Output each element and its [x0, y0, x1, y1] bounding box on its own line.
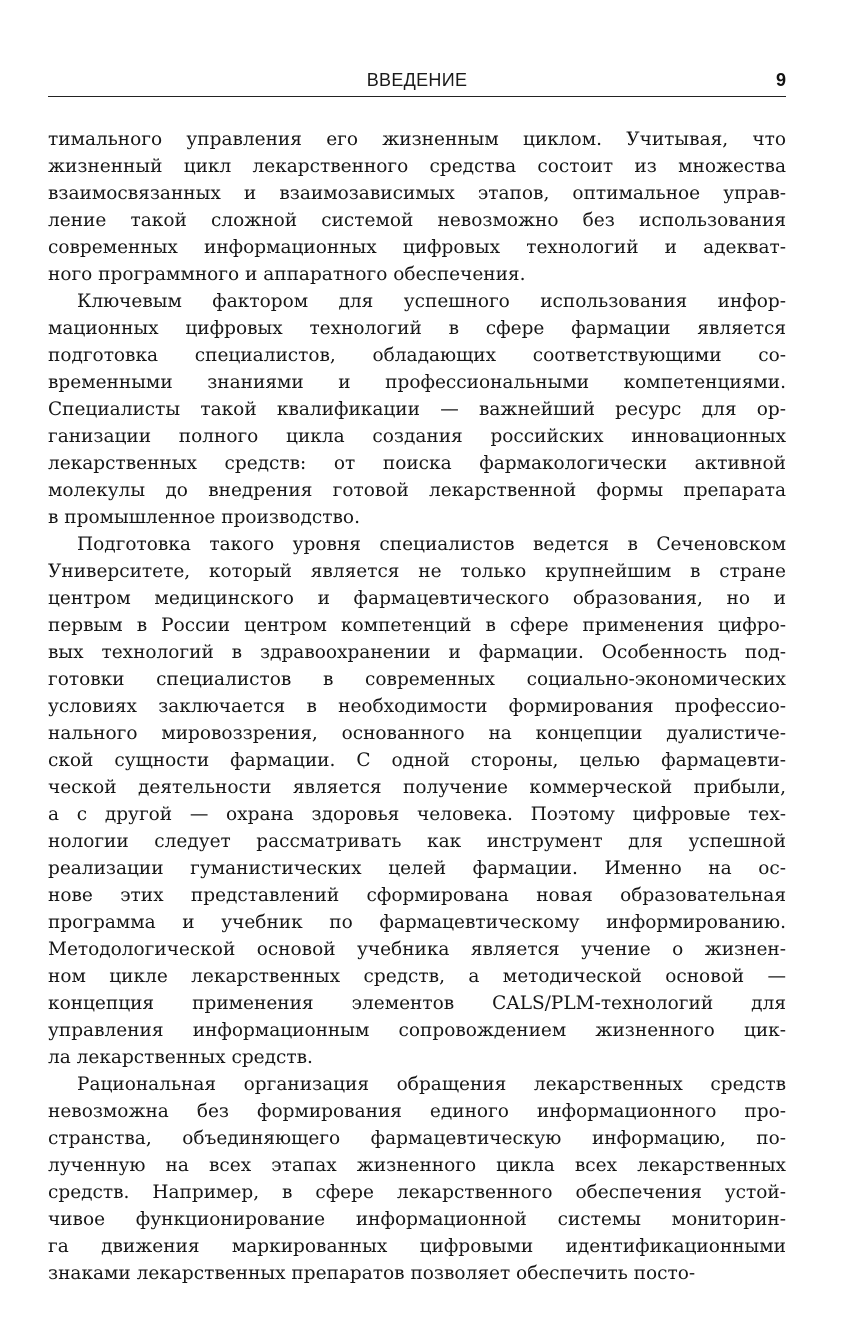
text-line: условиях заключается в необходимости формирования профессио-: [48, 696, 786, 717]
text-line: странства, объединяющего фармацевтическую информацию, по-: [48, 1128, 786, 1149]
text-line: первым в России центром компетенций в сфере применения цифро-: [48, 615, 786, 636]
paragraph: [48, 126, 786, 288]
text-line: взаимосвязанных и взаимозависимых этапов, оптимальное управ-: [48, 183, 786, 204]
text-line: ном цикле лекарственных средств, а методической основой —: [48, 966, 786, 987]
text-line: современных информационных цифровых технологий и адекват-: [48, 237, 786, 258]
text-line: ческой деятельности является получение коммерческой прибыли,: [48, 777, 786, 798]
text-line: лученную на всех этапах жизненного цикла всех лекарственных: [48, 1155, 786, 1176]
text-line: Рациональная организация обращения лекарственных средств: [77, 1074, 786, 1095]
text-line: нального мировоззрения, основанного на концепции дуалистиче-: [48, 723, 786, 744]
text-line: Ключевым фактором для успешного использования инфор-: [77, 291, 786, 312]
paragraph: [48, 531, 786, 1071]
text-line: в промышленное производство.: [48, 507, 360, 528]
running-header: [48, 70, 786, 97]
text-line: ганизации полного цикла создания российских инновационных: [48, 426, 786, 447]
text-line: управления информационным сопровождением жизненного цик-: [48, 1020, 786, 1041]
text-line: вых технологий в здравоохранении и фармации. Особенность под-: [48, 642, 786, 663]
text-line: средств. Например, в сфере лекарственного обеспечения устой-: [48, 1182, 786, 1203]
text-line: Университете, который является не только крупнейшим в стране: [48, 561, 786, 582]
text-line: молекулы до внедрения готовой лекарственной формы препарата: [48, 480, 786, 501]
text-line: ление такой сложной системой невозможно без использования: [48, 210, 786, 231]
text-line: чивое функционирование информационной системы мониторин-: [48, 1209, 786, 1230]
text-line: жизненный цикл лекарственного средства состоит из множества: [48, 156, 786, 177]
text-line: реализации гуманистических целей фармации. Именно на ос-: [48, 858, 786, 879]
text-line: временными знаниями и профессиональными компетенциями.: [48, 372, 786, 393]
text-line: ного программного и аппаратного обеспечения.: [48, 264, 526, 285]
text-line: а с другой — охрана здоровья человека. Поэтому цифровые тех-: [48, 804, 786, 825]
text-line: Методологической основой учебника является учение о жизнен-: [48, 939, 786, 960]
chapter-title: ВВЕДЕНИЕ: [366, 70, 468, 90]
text-line: Специалисты такой квалификации — важнейший ресурс для ор-: [48, 399, 786, 420]
body-text: [48, 126, 786, 1287]
paragraph: [48, 288, 786, 531]
text-line: га движения маркированных цифровыми идентификационными: [48, 1236, 786, 1257]
text-line: нове этих представлений сформирована новая образовательная: [48, 885, 786, 906]
text-line: знаками лекарственных препаратов позволяет обеспечить посто-: [48, 1263, 696, 1284]
text-line: лекарственных средств: от поиска фармакологически активной: [48, 453, 786, 474]
text-line: нологии следует рассматривать как инструмент для успешной: [48, 831, 786, 852]
text-line: ла лекарственных средств.: [48, 1047, 313, 1068]
paragraph: [48, 1071, 786, 1287]
text-line: концепция применения элементов CALS/PLM-технологий для: [48, 993, 786, 1014]
page-number: 9: [775, 70, 786, 90]
text-line: программа и учебник по фармацевтическому информированию.: [48, 912, 786, 933]
text-line: невозможна без формирования единого информационного про-: [48, 1101, 786, 1122]
text-line: тимального управления его жизненным циклом. Учитывая, что: [48, 129, 786, 150]
text-line: Подготовка такого уровня специалистов ведется в Сеченовском: [77, 534, 786, 555]
text-line: ской сущности фармации. С одной стороны, целью фармацевти-: [48, 750, 786, 771]
text-line: мационных цифровых технологий в сфере фармации является: [48, 318, 786, 339]
text-line: подготовка специалистов, обладающих соответствующими со-: [48, 345, 786, 366]
text-line: готовки специалистов в современных социально-экономических: [48, 669, 786, 690]
text-line: центром медицинского и фармацевтического образования, но и: [48, 588, 786, 609]
